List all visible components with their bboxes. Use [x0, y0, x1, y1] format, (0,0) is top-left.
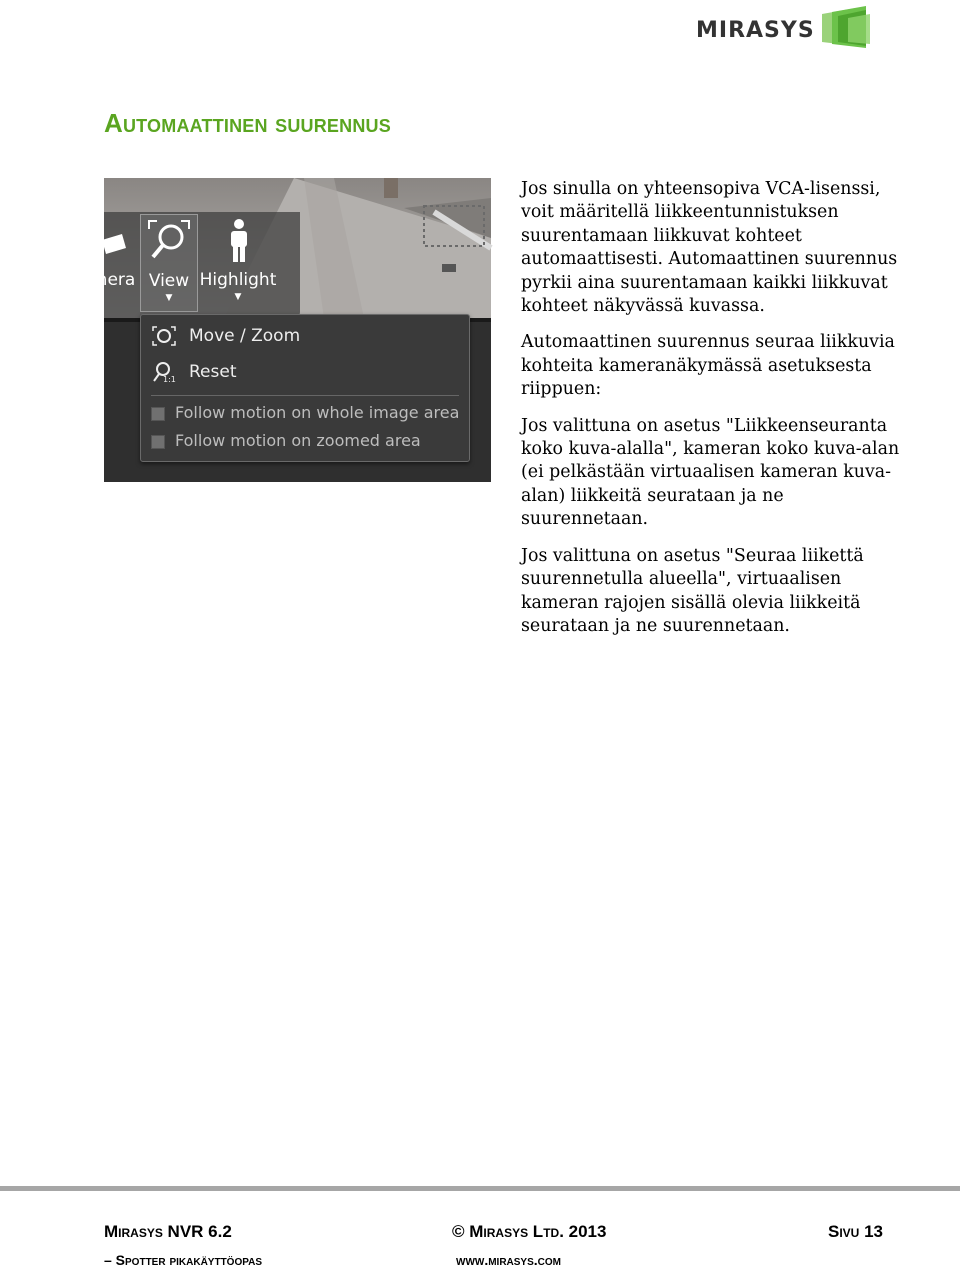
mirasys-logo — [696, 6, 876, 50]
footer-page-number: Sivu 13 — [828, 1222, 883, 1241]
chevron-down-icon: ▼ — [234, 292, 242, 302]
body-text — [521, 178, 901, 651]
view-button-label: View — [148, 271, 190, 291]
camera-button[interactable] — [96, 214, 136, 310]
ui-screenshot — [96, 178, 491, 482]
zoom-icon — [147, 219, 191, 263]
paragraph-4: Jos valittuna on asetus "Seuraa liikettä suurennetulla alueella", virtuaalisen kameran rajojen sisällä olevia liikkeitä seurataan ja ne suurennetaan. — [521, 545, 864, 636]
view-dropdown-menu — [140, 314, 470, 462]
follow-zoomed-checkbox[interactable] — [151, 429, 421, 453]
follow-whole-label: Follow motion on whole image area — [175, 403, 460, 422]
view-button[interactable] — [140, 214, 198, 312]
highlight-button-label: Highlight — [199, 270, 277, 290]
footer-rule — [0, 1186, 960, 1191]
footer-copyright: © Mirasys Ltd. 2013 — [452, 1222, 607, 1241]
checkbox-box[interactable] — [151, 407, 165, 421]
camera-button-label: nera — [96, 270, 136, 290]
logo-mark-icon — [818, 6, 872, 50]
camera-icon — [100, 226, 140, 266]
move-zoom-icon — [151, 325, 177, 347]
highlight-button[interactable] — [198, 214, 278, 310]
page-title: Automaattinen suurennus — [104, 108, 391, 138]
menu-item-move-zoom-label: Move / Zoom — [189, 326, 301, 346]
follow-whole-checkbox[interactable] — [151, 401, 459, 425]
reset-zoom-icon — [151, 361, 177, 383]
paragraph-2: Automaattinen suurennus seuraa liikkuvia kohteita kameranäkymässä asetuksesta riippuen: — [521, 332, 895, 400]
menu-item-reset-label: Reset — [189, 362, 237, 382]
logo-text: MIRASYS — [696, 18, 815, 43]
footer-subtitle: – Spotter pikakäyttöopas — [104, 1252, 263, 1268]
menu-item-reset[interactable] — [151, 357, 237, 387]
checkbox-box[interactable] — [151, 435, 165, 449]
menu-divider — [151, 395, 459, 396]
person-icon — [224, 218, 254, 264]
footer-website[interactable]: www.mirasys.com — [456, 1252, 561, 1268]
paragraph-3: Jos valittuna on asetus "Liikkeenseuranta koko kuva-alalla", kameran koko kuva-alan (ei pelkästään virtuaalisen kameran kuva-alan) liikkeitä seurataan ja ne suurennetaan. — [521, 415, 900, 530]
menu-item-move-zoom[interactable] — [151, 321, 300, 351]
footer-product: Mirasys NVR 6.2 — [104, 1222, 232, 1241]
follow-zoomed-label: Follow motion on zoomed area — [175, 431, 421, 450]
svg-text:1:1: 1:1 — [163, 375, 176, 384]
chevron-down-icon: ▼ — [165, 293, 173, 303]
paragraph-1: Jos sinulla on yhteensopiva VCA-lisenssi, voit määritellä liikkeentunnistuksen suurentamaan liikkuvat kohteet automaattisesti. Automaattinen suurennus pyrkii aina suurentamaan kaikki liikkuvat kohteet näkyvässä kuvassa. — [521, 179, 898, 317]
